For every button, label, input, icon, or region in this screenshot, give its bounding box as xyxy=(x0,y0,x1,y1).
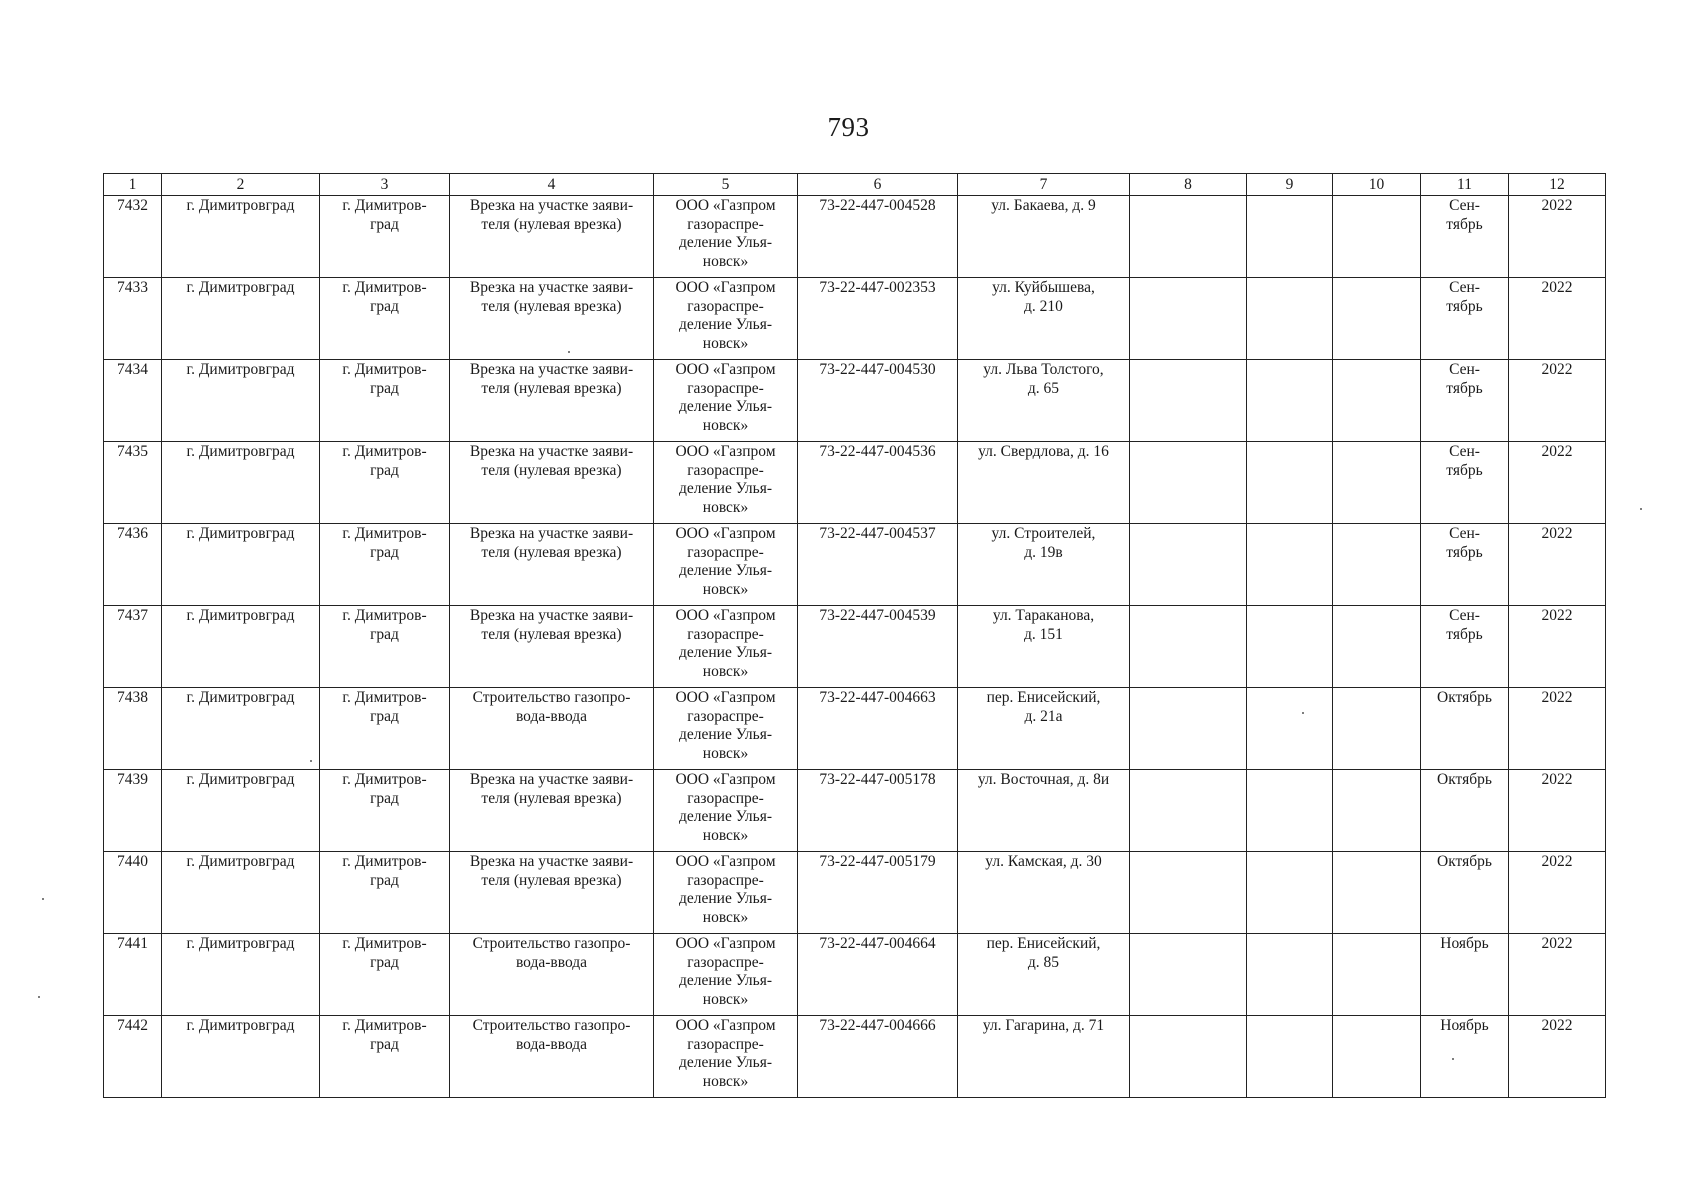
table-row xyxy=(104,934,1606,1016)
month-cell xyxy=(1421,688,1509,770)
organization-cell-line: деление Улья- xyxy=(678,890,773,907)
address-cell xyxy=(958,360,1130,442)
column-9-cell xyxy=(1247,606,1333,688)
registry-table xyxy=(103,173,1606,1098)
settlement-cell-line: град xyxy=(370,707,399,725)
address-cell-line: ул. Восточная, д. 8и xyxy=(977,771,1110,788)
organization-cell-line: ООО «Газпром xyxy=(675,197,776,214)
column-10-cell xyxy=(1333,1016,1421,1098)
column-header-9: 9 xyxy=(1247,174,1333,196)
column-9-cell xyxy=(1247,1016,1333,1098)
organization-cell-line: новск» xyxy=(702,252,749,270)
object-code-cell: 73-22-447-004536 xyxy=(798,442,958,524)
year-cell: 2022 xyxy=(1509,524,1606,606)
work-type-cell xyxy=(450,442,654,524)
column-9-cell xyxy=(1247,524,1333,606)
year-cell: 2022 xyxy=(1509,852,1606,934)
settlement-cell-line: г. Димитров- xyxy=(342,935,427,952)
organization-cell xyxy=(654,934,798,1016)
year-cell: 2022 xyxy=(1509,442,1606,524)
work-type-cell-line: теля (нулевая врезка) xyxy=(481,215,622,233)
work-type-cell-line: теля (нулевая врезка) xyxy=(481,871,622,889)
organization-cell-line: деление Улья- xyxy=(678,234,773,251)
work-type-cell-line: вода-ввода xyxy=(515,1035,588,1053)
organization-cell-line: ООО «Газпром xyxy=(675,689,776,706)
work-type-cell-line: Врезка на участке заяви- xyxy=(469,197,634,214)
column-10-cell xyxy=(1333,278,1421,360)
settlement-cell-line: г. Димитров- xyxy=(342,361,427,378)
organization-cell-line: ООО «Газпром xyxy=(675,771,776,788)
organization-cell-line: деление Улья- xyxy=(678,808,773,825)
address-cell-line: д. 85 xyxy=(1027,953,1060,971)
table-row xyxy=(104,1016,1606,1098)
year-cell: 2022 xyxy=(1509,360,1606,442)
column-9-cell xyxy=(1247,852,1333,934)
work-type-cell xyxy=(450,852,654,934)
organization-cell-line: новск» xyxy=(702,580,749,598)
organization-cell-line: ООО «Газпром xyxy=(675,525,776,542)
scan-speck xyxy=(38,996,40,998)
column-10-cell xyxy=(1333,770,1421,852)
object-code-cell: 73-22-447-005179 xyxy=(798,852,958,934)
year-cell: 2022 xyxy=(1509,278,1606,360)
district-cell: г. Димитровград xyxy=(162,852,320,934)
address-cell-line: д. 21а xyxy=(1024,707,1063,725)
object-code-cell: 73-22-447-004528 xyxy=(798,196,958,278)
column-9-cell xyxy=(1247,196,1333,278)
settlement-cell-line: град xyxy=(370,953,399,971)
work-type-cell xyxy=(450,770,654,852)
year-cell: 2022 xyxy=(1509,770,1606,852)
address-cell xyxy=(958,606,1130,688)
settlement-cell-line: град xyxy=(370,543,399,561)
organization-cell-line: газораспре- xyxy=(687,297,764,315)
table-body xyxy=(104,196,1606,1098)
object-code-cell: 73-22-447-004666 xyxy=(798,1016,958,1098)
column-9-cell xyxy=(1247,934,1333,1016)
organization-cell-line: газораспре- xyxy=(687,543,764,561)
settlement-cell-line: град xyxy=(370,379,399,397)
settlement-cell xyxy=(320,278,450,360)
district-cell: г. Димитровград xyxy=(162,278,320,360)
object-code-cell: 73-22-447-004537 xyxy=(798,524,958,606)
work-type-cell-line: Врезка на участке заяви- xyxy=(469,279,634,296)
year-cell: 2022 xyxy=(1509,1016,1606,1098)
table-row xyxy=(104,442,1606,524)
address-cell-line: ул. Льва Толстого, xyxy=(983,361,1104,378)
district-cell: г. Димитровград xyxy=(162,606,320,688)
column-8-cell xyxy=(1130,934,1247,1016)
organization-cell xyxy=(654,196,798,278)
column-8-cell xyxy=(1130,852,1247,934)
settlement-cell-line: град xyxy=(370,297,399,315)
column-9-cell xyxy=(1247,360,1333,442)
address-cell-line: д. 19в xyxy=(1024,543,1063,561)
address-cell-line: пер. Енисейский, xyxy=(986,935,1101,952)
address-cell-line: ул. Бакаева, д. 9 xyxy=(991,197,1096,214)
month-cell xyxy=(1421,606,1509,688)
page-number: 793 xyxy=(827,112,870,142)
scan-speck xyxy=(310,760,312,762)
column-8-cell xyxy=(1130,278,1247,360)
settlement-cell-line: град xyxy=(370,215,399,233)
scan-speck xyxy=(1452,1058,1454,1060)
organization-cell-line: газораспре- xyxy=(687,789,764,807)
month-cell xyxy=(1421,196,1509,278)
settlement-cell-line: г. Димитров- xyxy=(342,443,427,460)
settlement-cell-line: г. Димитров- xyxy=(342,689,427,706)
row-number: 7439 xyxy=(104,770,162,852)
settlement-cell xyxy=(320,852,450,934)
month-cell-line: Ноябрь xyxy=(1440,935,1489,952)
column-header-10: 10 xyxy=(1333,174,1421,196)
table-row xyxy=(104,196,1606,278)
month-cell-line: тябрь xyxy=(1446,461,1483,479)
work-type-cell xyxy=(450,934,654,1016)
work-type-cell xyxy=(450,1016,654,1098)
month-cell-line: тябрь xyxy=(1446,297,1483,315)
address-cell xyxy=(958,442,1130,524)
work-type-cell-line: теля (нулевая врезка) xyxy=(481,379,622,397)
address-cell xyxy=(958,524,1130,606)
column-8-cell xyxy=(1130,360,1247,442)
organization-cell-line: новск» xyxy=(702,908,749,926)
organization-cell-line: ООО «Газпром xyxy=(675,1017,776,1034)
settlement-cell xyxy=(320,196,450,278)
month-cell xyxy=(1421,852,1509,934)
organization-cell-line: ООО «Газпром xyxy=(675,443,776,460)
organization-cell xyxy=(654,524,798,606)
column-header-1: 1 xyxy=(104,174,162,196)
organization-cell-line: новск» xyxy=(702,744,749,762)
settlement-cell xyxy=(320,770,450,852)
district-cell: г. Димитровград xyxy=(162,360,320,442)
scan-speck xyxy=(568,351,570,353)
organization-cell-line: новск» xyxy=(702,662,749,680)
month-cell-line: Сен- xyxy=(1449,525,1480,542)
column-header-4: 4 xyxy=(450,174,654,196)
address-cell xyxy=(958,770,1130,852)
month-cell xyxy=(1421,278,1509,360)
table-row xyxy=(104,360,1606,442)
month-cell-line: Сен- xyxy=(1449,361,1480,378)
column-8-cell xyxy=(1130,524,1247,606)
settlement-cell xyxy=(320,688,450,770)
address-cell xyxy=(958,934,1130,1016)
column-header-11: 11 xyxy=(1421,174,1509,196)
month-cell-line: тябрь xyxy=(1446,625,1483,643)
organization-cell-line: новск» xyxy=(702,826,749,844)
work-type-cell-line: теля (нулевая врезка) xyxy=(481,461,622,479)
organization-cell-line: деление Улья- xyxy=(678,726,773,743)
settlement-cell-line: град xyxy=(370,625,399,643)
scan-speck xyxy=(1302,712,1304,714)
organization-cell-line: новск» xyxy=(702,334,749,352)
column-9-cell xyxy=(1247,770,1333,852)
object-code-cell: 73-22-447-004663 xyxy=(798,688,958,770)
object-code-cell: 73-22-447-004530 xyxy=(798,360,958,442)
column-10-cell xyxy=(1333,934,1421,1016)
row-number: 7433 xyxy=(104,278,162,360)
work-type-cell-line: Врезка на участке заяви- xyxy=(469,853,634,870)
settlement-cell-line: град xyxy=(370,1035,399,1053)
organization-cell-line: деление Улья- xyxy=(678,972,773,989)
object-code-cell: 73-22-447-004664 xyxy=(798,934,958,1016)
month-cell xyxy=(1421,360,1509,442)
header-row xyxy=(104,174,1606,196)
month-cell-line: тябрь xyxy=(1446,379,1483,397)
address-cell-line: ул. Тараканова, xyxy=(992,607,1095,624)
settlement-cell xyxy=(320,934,450,1016)
column-10-cell xyxy=(1333,606,1421,688)
year-cell: 2022 xyxy=(1509,606,1606,688)
month-cell xyxy=(1421,934,1509,1016)
month-cell xyxy=(1421,524,1509,606)
address-cell xyxy=(958,852,1130,934)
organization-cell-line: газораспре- xyxy=(687,953,764,971)
month-cell-line: Сен- xyxy=(1449,197,1480,214)
column-10-cell xyxy=(1333,196,1421,278)
column-8-cell xyxy=(1130,606,1247,688)
year-cell: 2022 xyxy=(1509,688,1606,770)
work-type-cell-line: теля (нулевая врезка) xyxy=(481,625,622,643)
address-cell-line: ул. Свердлова, д. 16 xyxy=(978,443,1109,460)
row-number: 7436 xyxy=(104,524,162,606)
month-cell xyxy=(1421,442,1509,524)
organization-cell xyxy=(654,688,798,770)
column-10-cell xyxy=(1333,442,1421,524)
column-10-cell xyxy=(1333,360,1421,442)
table-row xyxy=(104,606,1606,688)
settlement-cell xyxy=(320,524,450,606)
column-9-cell xyxy=(1247,688,1333,770)
organization-cell-line: газораспре- xyxy=(687,1035,764,1053)
column-9-cell xyxy=(1247,278,1333,360)
organization-cell-line: деление Улья- xyxy=(678,562,773,579)
work-type-cell xyxy=(450,278,654,360)
address-cell xyxy=(958,196,1130,278)
district-cell: г. Димитровград xyxy=(162,1016,320,1098)
settlement-cell-line: г. Димитров- xyxy=(342,197,427,214)
organization-cell-line: деление Улья- xyxy=(678,316,773,333)
address-cell-line: ул. Камская, д. 30 xyxy=(985,853,1102,870)
work-type-cell xyxy=(450,606,654,688)
organization-cell-line: ООО «Газпром xyxy=(675,607,776,624)
work-type-cell-line: теля (нулевая врезка) xyxy=(481,297,622,315)
organization-cell-line: газораспре- xyxy=(687,707,764,725)
table-row xyxy=(104,770,1606,852)
work-type-cell-line: Строительство газопро- xyxy=(472,689,631,706)
settlement-cell-line: град xyxy=(370,871,399,889)
month-cell-line: тябрь xyxy=(1446,215,1483,233)
settlement-cell xyxy=(320,606,450,688)
row-number: 7441 xyxy=(104,934,162,1016)
month-cell-line: Ноябрь xyxy=(1440,1017,1489,1034)
column-8-cell xyxy=(1130,196,1247,278)
column-header-6: 6 xyxy=(798,174,958,196)
address-cell xyxy=(958,688,1130,770)
settlement-cell-line: г. Димитров- xyxy=(342,1017,427,1034)
organization-cell-line: газораспре- xyxy=(687,215,764,233)
year-cell: 2022 xyxy=(1509,934,1606,1016)
table-row xyxy=(104,688,1606,770)
organization-cell-line: деление Улья- xyxy=(678,398,773,415)
row-number: 7437 xyxy=(104,606,162,688)
work-type-cell-line: теля (нулевая врезка) xyxy=(481,789,622,807)
organization-cell-line: газораспре- xyxy=(687,379,764,397)
organization-cell xyxy=(654,442,798,524)
work-type-cell-line: теля (нулевая врезка) xyxy=(481,543,622,561)
work-type-cell-line: Врезка на участке заяви- xyxy=(469,361,634,378)
organization-cell-line: деление Улья- xyxy=(678,644,773,661)
month-cell-line: Октябрь xyxy=(1437,853,1492,870)
address-cell-line: ул. Гагарина, д. 71 xyxy=(982,1017,1105,1034)
row-number: 7442 xyxy=(104,1016,162,1098)
column-header-7: 7 xyxy=(958,174,1130,196)
column-header-5: 5 xyxy=(654,174,798,196)
organization-cell-line: ООО «Газпром xyxy=(675,279,776,296)
address-cell-line: д. 65 xyxy=(1027,379,1060,397)
work-type-cell-line: вода-ввода xyxy=(515,707,588,725)
settlement-cell-line: г. Димитров- xyxy=(342,853,427,870)
address-cell-line: ул. Куйбышева, xyxy=(992,279,1095,296)
object-code-cell: 73-22-447-004539 xyxy=(798,606,958,688)
work-type-cell xyxy=(450,196,654,278)
column-header-2: 2 xyxy=(162,174,320,196)
month-cell-line: Сен- xyxy=(1449,443,1480,460)
settlement-cell xyxy=(320,1016,450,1098)
row-number: 7438 xyxy=(104,688,162,770)
organization-cell-line: деление Улья- xyxy=(678,480,773,497)
row-number: 7434 xyxy=(104,360,162,442)
district-cell: г. Димитровград xyxy=(162,524,320,606)
column-8-cell xyxy=(1130,442,1247,524)
organization-cell-line: газораспре- xyxy=(687,871,764,889)
address-cell xyxy=(958,278,1130,360)
month-cell-line: Сен- xyxy=(1449,279,1480,296)
column-10-cell xyxy=(1333,524,1421,606)
row-number: 7432 xyxy=(104,196,162,278)
organization-cell-line: новск» xyxy=(702,990,749,1008)
settlement-cell xyxy=(320,360,450,442)
organization-cell-line: ООО «Газпром xyxy=(675,361,776,378)
month-cell-line: Октябрь xyxy=(1437,689,1492,706)
settlement-cell xyxy=(320,442,450,524)
organization-cell xyxy=(654,278,798,360)
work-type-cell xyxy=(450,524,654,606)
column-header-8: 8 xyxy=(1130,174,1247,196)
organization-cell xyxy=(654,360,798,442)
address-cell-line: пер. Енисейский, xyxy=(986,689,1101,706)
work-type-cell-line: Строительство газопро- xyxy=(472,935,631,952)
work-type-cell-line: Врезка на участке заяви- xyxy=(469,607,634,624)
address-cell-line: д. 151 xyxy=(1024,625,1063,643)
work-type-cell-line: Врезка на участке заяви- xyxy=(469,771,634,788)
scan-speck xyxy=(42,898,44,900)
settlement-cell-line: г. Димитров- xyxy=(342,771,427,788)
organization-cell xyxy=(654,1016,798,1098)
row-number: 7440 xyxy=(104,852,162,934)
organization-cell-line: новск» xyxy=(702,1072,749,1090)
district-cell: г. Димитровград xyxy=(162,688,320,770)
organization-cell-line: ООО «Газпром xyxy=(675,935,776,952)
organization-cell-line: новск» xyxy=(702,416,749,434)
organization-cell xyxy=(654,606,798,688)
settlement-cell-line: град xyxy=(370,461,399,479)
column-10-cell xyxy=(1333,852,1421,934)
work-type-cell xyxy=(450,360,654,442)
district-cell: г. Димитровград xyxy=(162,442,320,524)
address-cell-line: д. 210 xyxy=(1024,297,1063,315)
district-cell: г. Димитровград xyxy=(162,934,320,1016)
organization-cell xyxy=(654,770,798,852)
organization-cell-line: деление Улья- xyxy=(678,1054,773,1071)
month-cell-line: тябрь xyxy=(1446,543,1483,561)
organization-cell-line: новск» xyxy=(702,498,749,516)
column-8-cell xyxy=(1130,688,1247,770)
work-type-cell-line: Врезка на участке заяви- xyxy=(469,525,634,542)
organization-cell-line: газораспре- xyxy=(687,625,764,643)
object-code-cell: 73-22-447-005178 xyxy=(798,770,958,852)
month-cell-line: Октябрь xyxy=(1437,771,1492,788)
table-row xyxy=(104,852,1606,934)
settlement-cell-line: град xyxy=(370,789,399,807)
district-cell: г. Димитровград xyxy=(162,770,320,852)
organization-cell-line: газораспре- xyxy=(687,461,764,479)
column-8-cell xyxy=(1130,770,1247,852)
column-8-cell xyxy=(1130,1016,1247,1098)
district-cell: г. Димитровград xyxy=(162,196,320,278)
month-cell xyxy=(1421,1016,1509,1098)
settlement-cell-line: г. Димитров- xyxy=(342,279,427,296)
settlement-cell-line: г. Димитров- xyxy=(342,525,427,542)
month-cell xyxy=(1421,770,1509,852)
column-header-3: 3 xyxy=(320,174,450,196)
settlement-cell-line: г. Димитров- xyxy=(342,607,427,624)
month-cell-line: Сен- xyxy=(1449,607,1480,624)
table-row xyxy=(104,278,1606,360)
object-code-cell: 73-22-447-002353 xyxy=(798,278,958,360)
column-header-12: 12 xyxy=(1509,174,1606,196)
row-number: 7435 xyxy=(104,442,162,524)
work-type-cell-line: Врезка на участке заяви- xyxy=(469,443,634,460)
column-9-cell xyxy=(1247,442,1333,524)
organization-cell xyxy=(654,852,798,934)
scan-speck xyxy=(1640,508,1642,510)
work-type-cell xyxy=(450,688,654,770)
address-cell xyxy=(958,1016,1130,1098)
table-row xyxy=(104,524,1606,606)
column-10-cell xyxy=(1333,688,1421,770)
year-cell: 2022 xyxy=(1509,196,1606,278)
address-cell-line: ул. Строителей, xyxy=(991,525,1096,542)
work-type-cell-line: Строительство газопро- xyxy=(472,1017,631,1034)
work-type-cell-line: вода-ввода xyxy=(515,953,588,971)
organization-cell-line: ООО «Газпром xyxy=(675,853,776,870)
